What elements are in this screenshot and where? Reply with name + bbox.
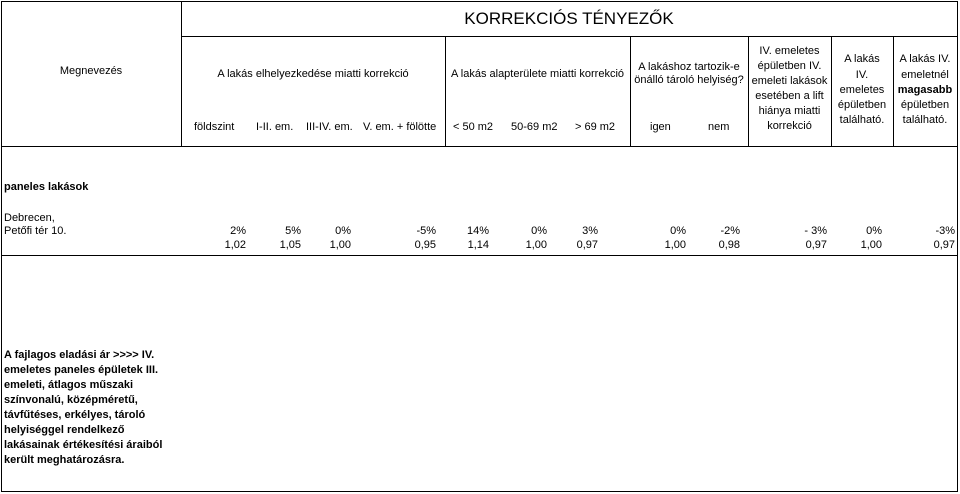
header-lift-line5: hiánya miatti: [758, 105, 821, 117]
subheader-yes: igen: [650, 121, 671, 133]
pct-area-mid: 0%: [531, 225, 547, 237]
col-divider-location: [445, 36, 446, 147]
header-iv-line2: IV.: [855, 69, 869, 81]
pct-area-small: 14%: [466, 225, 489, 237]
header-iv-line5: található.: [839, 114, 885, 126]
subheader-floor-5-up: V. em. + fölötte: [363, 121, 437, 133]
pct-floor-5-up: -5%: [416, 225, 436, 237]
header-bottom-line: [1, 146, 958, 147]
border-bottom: [1, 491, 958, 492]
border-right: [957, 1, 958, 492]
col-divider-area: [630, 36, 631, 147]
subheader-floor-1-2: I-II. em.: [256, 121, 294, 133]
footnote-line6: helyiséggel rendelkező: [4, 424, 125, 436]
factor-area-mid: 1,00: [525, 239, 547, 251]
header-higher-line3: magasabb: [897, 84, 953, 96]
subheader-floor-3-4: III-IV. em.: [306, 121, 353, 133]
header-area-group: A lakás alapterülete miatti korrekció: [450, 68, 625, 80]
header-iv-line4: épületben: [837, 99, 887, 111]
subheader-ground: földszint: [194, 121, 235, 133]
row-name-line2: Petőfi tér 10.: [4, 225, 67, 237]
header-location-group: A lakás elhelyezkedése miatti korrekció: [217, 68, 409, 80]
header-lift-line4: esetében a lift: [755, 90, 824, 102]
factor-area-small: 1,14: [467, 239, 489, 251]
footnote-line5: távfűtéses, erkélyes, tároló: [4, 409, 146, 421]
pct-ground: 2%: [230, 225, 246, 237]
row-name-line1: Debrecen,: [4, 212, 55, 224]
factor-storage-no: 0,98: [718, 239, 740, 251]
header-higher-line1: A lakás IV.: [899, 53, 951, 65]
header-iv-line3: emeletes: [839, 84, 885, 96]
factor-floor-5-up: 0,95: [414, 239, 436, 251]
subheader-area-small: < 50 m2: [453, 121, 494, 133]
header-storage-group-line2: önálló tároló helyiség?: [634, 74, 744, 86]
header-lift-line3: emeleti lakások: [751, 75, 828, 87]
factor-area-large: 0,97: [576, 239, 598, 251]
title-underline: [181, 36, 958, 37]
pct-higher-building: -3%: [935, 225, 955, 237]
header-iv-line1: A lakás: [844, 53, 880, 65]
pct-lift: - 3%: [804, 225, 827, 237]
factor-lift: 0,97: [805, 239, 827, 251]
footnote-line2: emeletes paneles épületek III.: [4, 364, 159, 376]
pct-storage-no: -2%: [720, 225, 740, 237]
pct-iv-building: 0%: [866, 225, 882, 237]
footnote-line3: emeleti, átlagos műszaki: [4, 379, 133, 391]
footnote-line4: színvonalú, középméretű,: [4, 394, 138, 406]
data-bottom-line: [1, 255, 958, 256]
header-megnevezes: Megnevezés: [59, 65, 123, 77]
pct-floor-3-4: 0%: [335, 225, 351, 237]
pct-area-large: 3%: [582, 225, 598, 237]
header-higher-line2: emeletnél: [901, 69, 949, 81]
subheader-area-mid: 50-69 m2: [511, 121, 558, 133]
border-top: [1, 1, 958, 2]
header-storage-group-line1: A lakáshoz tartozik-e: [638, 61, 740, 73]
factor-ground: 1,02: [224, 239, 246, 251]
footnote-line8: került meghatározásra.: [4, 454, 125, 466]
factor-floor-1-2: 1,05: [279, 239, 301, 251]
header-lift-line2: épületben IV.: [757, 60, 822, 72]
header-lift-line6: korrekció: [767, 120, 812, 132]
pct-storage-yes: 0%: [670, 225, 686, 237]
page-title: KORREKCIÓS TÉNYEZŐK: [464, 9, 674, 28]
factor-iv-building: 1,00: [860, 239, 882, 251]
subheader-area-large: > 69 m2: [575, 121, 616, 133]
correction-factors-table: [1, 1, 958, 492]
footnote-line1: A fajlagos eladási ár >>>> IV.: [4, 349, 155, 361]
factor-storage-yes: 1,00: [664, 239, 686, 251]
header-lift-line1: IV. emeletes: [759, 45, 820, 57]
header-higher-line5: található.: [902, 114, 948, 126]
pct-floor-1-2: 5%: [285, 225, 301, 237]
header-higher-line4: épületben: [900, 99, 950, 111]
factor-higher-building: 0,97: [933, 239, 955, 251]
footnote-line7: lakásainak értékesítési áraiból: [4, 439, 163, 451]
subheader-no: nem: [708, 121, 730, 133]
factor-floor-3-4: 1,00: [329, 239, 351, 251]
section-label: paneles lakások: [4, 181, 89, 193]
